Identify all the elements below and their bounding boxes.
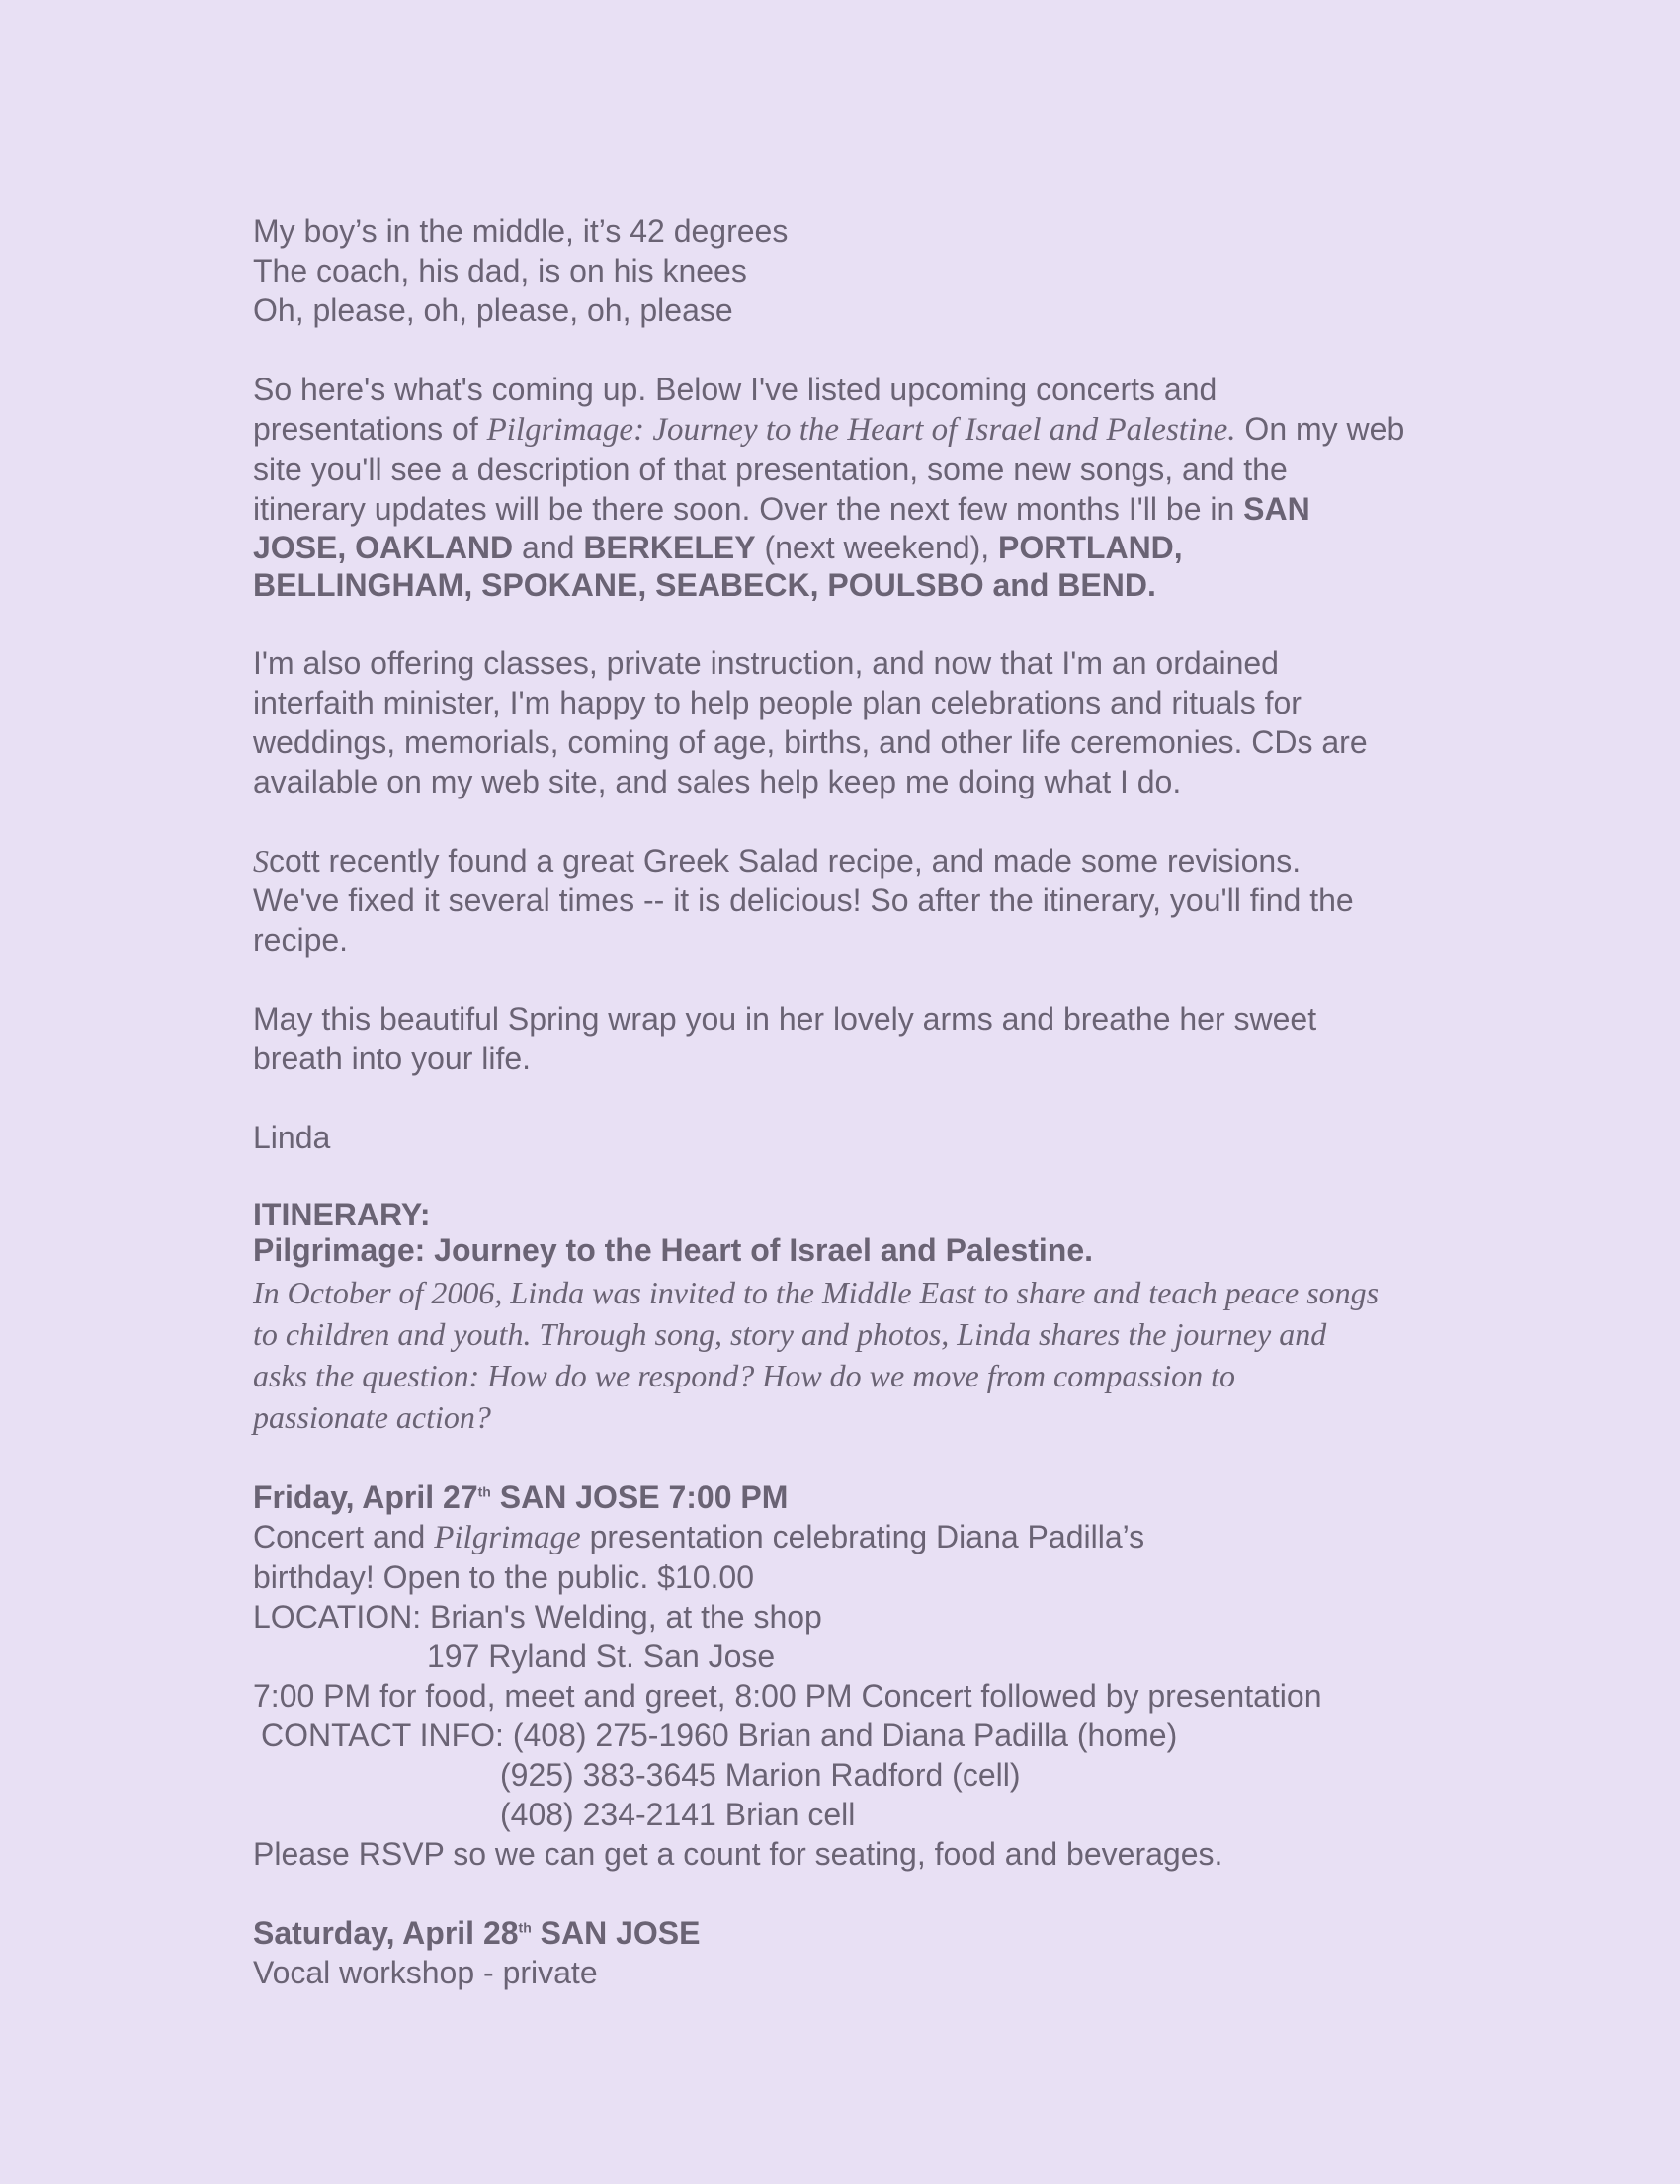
rsvp-note: Please RSVP so we can get a count for seating, food and beverages. — [253, 1836, 1223, 1872]
text-segment: itinerary updates will be there soon. Over the next few months I'll be in — [253, 491, 1244, 527]
poem-line: The coach, his dad, is on his knees — [253, 253, 747, 289]
city-name: PORTLAND, — [998, 530, 1183, 565]
itinerary-description — [253, 1272, 1478, 1438]
text-segment: On my web — [1235, 411, 1405, 447]
poem-line: My boy’s in the middle, it’s 42 degrees — [253, 213, 789, 249]
signature-name: Linda — [253, 1120, 331, 1155]
event-city: SAN JOSE — [531, 1915, 701, 1951]
text-line — [253, 489, 1478, 529]
intro-paragraph — [253, 370, 1478, 604]
city-name: JOSE, OAKLAND — [253, 530, 514, 565]
text-line: recipe. — [253, 922, 349, 958]
event-day: Saturday, April 28 — [253, 1915, 519, 1951]
text-segment: presentation celebrating Diana Padilla’s — [580, 1519, 1145, 1554]
description-line: In October of 2006, Linda was invited to the Middle East to share and teach peace songs — [253, 1275, 1380, 1310]
ordinal-suffix: th — [518, 1919, 532, 1936]
signature — [253, 1118, 1478, 1157]
itinerary-title: Pilgrimage: Journey to the Heart of Israel and Palestine. — [253, 1232, 1094, 1268]
poem-line: Oh, please, oh, please, oh, please — [253, 293, 733, 328]
classes-paragraph — [253, 643, 1478, 801]
description-line: asks the question: How do we respond? How do we move from compassion to — [253, 1358, 1235, 1393]
itinerary-section — [253, 1197, 1478, 1438]
event-day: Friday, April 27 — [253, 1479, 478, 1515]
event-city-time: SAN JOSE 7:00 PM — [490, 1479, 789, 1515]
description-line: passionate action? — [253, 1399, 491, 1435]
contact-line: (925) 383-3645 Marion Radford (cell) — [500, 1757, 1021, 1793]
poem-stanza — [253, 211, 1478, 330]
text-line: available on my web site, and sales help keep me doing what I do. — [253, 764, 1182, 799]
text-line: weddings, memorials, coming of age, births, and other life ceremonies. CDs are — [253, 724, 1368, 760]
city-list-line: BELLINGHAM, SPOKANE, SEABECK, POULSBO and BEND. — [253, 567, 1156, 603]
text-line — [253, 409, 1478, 450]
pilgrimage-title: Pilgrimage: Journey to the Heart of Israel and Palestine. — [486, 412, 1236, 448]
text-line: We've fixed it several times -- it is delicious! So after the itinerary, you'll find the — [253, 882, 1354, 918]
city-name: BERKELEY — [583, 530, 756, 565]
event-heading — [253, 1477, 1478, 1517]
text-line: birthday! Open to the public. $10.00 — [253, 1559, 755, 1595]
text-line: I'm also offering classes, private instruction, and now that I'm an ordained — [253, 645, 1279, 681]
text-line — [253, 1517, 1478, 1557]
itinerary-heading: ITINERARY: — [253, 1197, 431, 1232]
event-address: 197 Ryland St. San Jose — [427, 1638, 776, 1674]
event-saturday — [253, 1913, 1478, 1992]
event-schedule: 7:00 PM for food, meet and greet, 8:00 PM Concert followed by presentation — [253, 1678, 1322, 1714]
spring-paragraph — [253, 999, 1478, 1078]
text-segment: Concert and — [253, 1519, 435, 1554]
text-line — [253, 841, 1478, 881]
event-heading — [253, 1913, 1478, 1953]
text-line: May this beautiful Spring wrap you in her lovely arms and breathe her sweet — [253, 1001, 1317, 1037]
text-segment: (next weekend), — [755, 530, 999, 565]
pilgrimage-word: Pilgrimage — [434, 1520, 581, 1555]
text-line: breath into your life. — [253, 1041, 532, 1076]
initial-letter: S — [253, 843, 269, 879]
city-name: SAN — [1243, 491, 1310, 527]
event-location: LOCATION: Brian's Welding, at the shop — [253, 1599, 822, 1635]
event-description: Vocal workshop - private — [253, 1955, 598, 1990]
description-line: to children and youth. Through song, story and photos, Linda shares the journey and — [253, 1316, 1327, 1352]
text-line — [253, 529, 1478, 566]
text-line: So here's what's coming up. Below I've listed upcoming concerts and — [253, 372, 1218, 407]
text-segment: presentations of — [253, 411, 487, 447]
contact-line: CONTACT INFO: (408) 275-1960 Brian and Diana Padilla (home) — [261, 1718, 1178, 1753]
text-line: site you'll see a description of that presentation, some new songs, and the — [253, 452, 1288, 487]
letter-page — [253, 211, 1478, 2032]
text-segment: and — [513, 530, 584, 565]
event-friday — [253, 1477, 1478, 1874]
ordinal-suffix: th — [477, 1483, 491, 1500]
text-line: interfaith minister, I'm happy to help people plan celebrations and rituals for — [253, 685, 1302, 720]
contact-line: (408) 234-2141 Brian cell — [500, 1797, 856, 1832]
text-segment: cott recently found a great Greek Salad recipe, and made some revisions. — [269, 843, 1302, 879]
recipe-paragraph — [253, 841, 1478, 960]
